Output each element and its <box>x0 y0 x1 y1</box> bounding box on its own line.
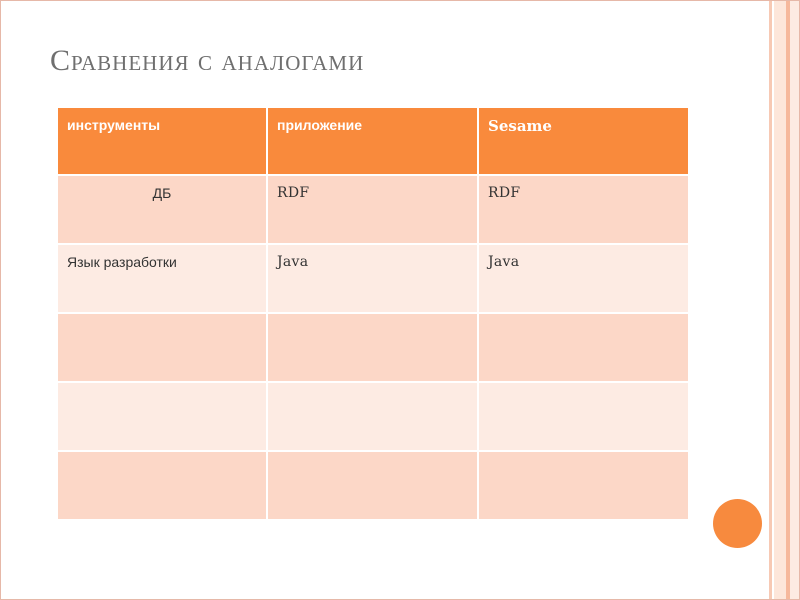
table-cell: Язык разработки <box>57 244 267 313</box>
table-row <box>57 382 689 451</box>
table-cell <box>267 382 478 451</box>
table-cell <box>57 313 267 382</box>
table-cell <box>267 451 478 520</box>
table-row <box>57 313 689 382</box>
decor-circle <box>713 499 762 548</box>
comparison-table <box>56 106 690 521</box>
table-cell <box>478 451 689 520</box>
table-cell <box>478 382 689 451</box>
table-cell: RDF <box>478 175 689 244</box>
table-row <box>57 175 689 244</box>
table-cell <box>57 382 267 451</box>
table-cell: ДБ <box>57 175 267 244</box>
column-header: Sesame <box>478 107 689 175</box>
table-cell: Java <box>478 244 689 313</box>
table-row <box>57 244 689 313</box>
slide-title: Сравнения с аналогами <box>50 44 365 77</box>
table-header-row <box>57 107 689 175</box>
table-cell: RDF <box>267 175 478 244</box>
table-cell <box>478 313 689 382</box>
table-cell <box>57 451 267 520</box>
decor-stripe <box>774 0 786 600</box>
decor-stripe <box>790 0 800 600</box>
table-row <box>57 451 689 520</box>
table-cell: Java <box>267 244 478 313</box>
decor-stripe <box>769 0 772 600</box>
column-header: приложение <box>267 107 478 175</box>
column-header: инструменты <box>57 107 267 175</box>
table-cell <box>267 313 478 382</box>
